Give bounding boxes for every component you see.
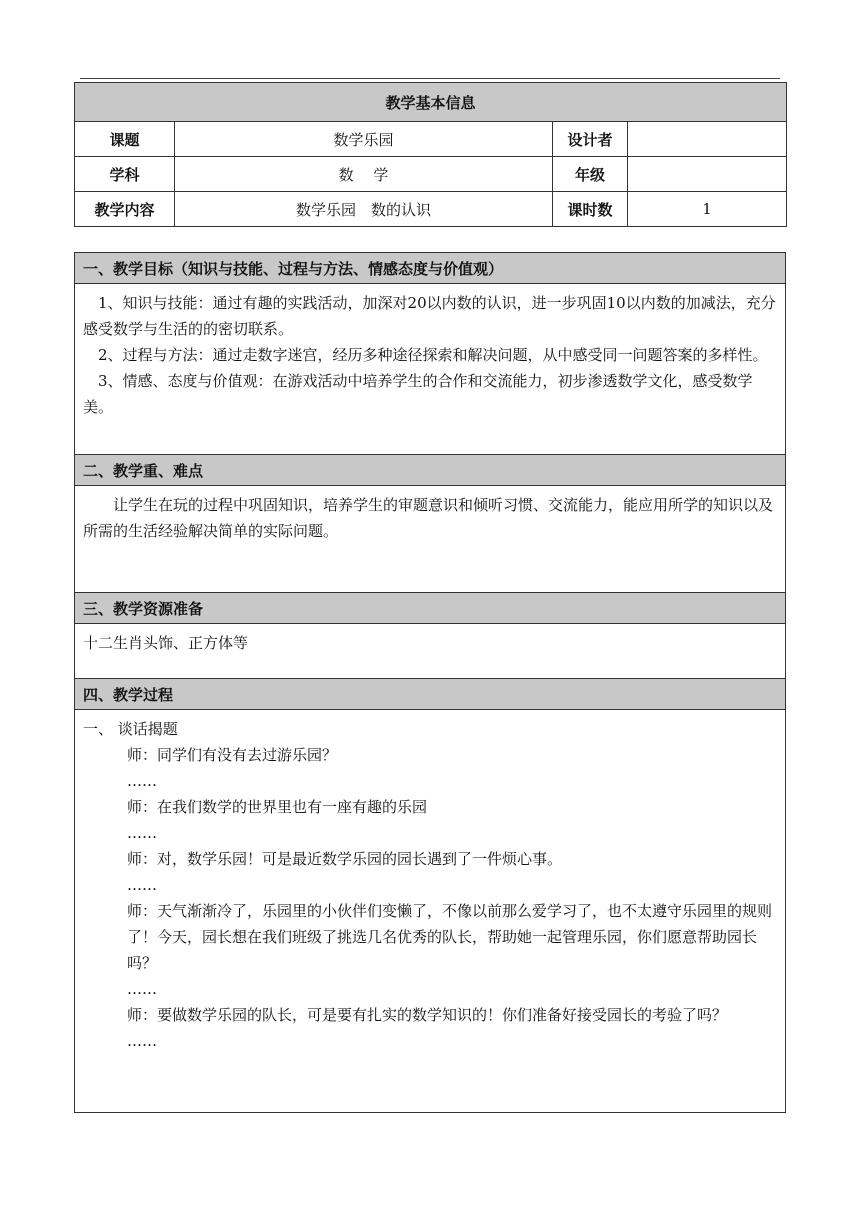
objective-process: 2、过程与方法：通过走数字迷宫，经历多种途径探索和解决问题，从中感受同一问题答案的多样性。	[98, 346, 768, 364]
resources-body	[75, 624, 786, 679]
process-line: ……	[127, 772, 157, 790]
designer-label: 设计者	[553, 122, 628, 157]
subject-label: 学科	[75, 157, 175, 192]
lesson-plan-table	[74, 252, 786, 1113]
process-line: 师：对，数学乐园！可是最近数学乐园的园长遇到了一件烦心事。	[127, 850, 563, 868]
resources-title: 三、教学资源准备	[75, 593, 786, 624]
designer-value	[628, 122, 787, 157]
grade-label: 年级	[553, 157, 628, 192]
process-title: 四、教学过程	[75, 679, 786, 710]
info-row	[75, 157, 787, 192]
basic-info-table	[74, 82, 787, 227]
periods-value: 1	[628, 192, 787, 227]
objectives-body	[75, 284, 786, 455]
objectives-title: 一、教学目标（知识与技能、过程与方法、情感态度与价值观）	[75, 253, 786, 284]
periods-label: 课时数	[553, 192, 628, 227]
objective-knowledge: 1、知识与技能：通过有趣的实践活动，加深对20以内数的认识，进一步巩固10以内数的加减法，充分感受数学与生活的的密切联系。	[83, 294, 776, 338]
topic-value: 数学乐园	[175, 122, 553, 157]
keypoints-title: 二、教学重、难点	[75, 455, 786, 486]
process-body	[75, 710, 786, 1113]
content-label: 教学内容	[75, 192, 175, 227]
process-line: 师：天气渐渐冷了，乐园里的小伙伴们变懒了，不像以前那么爱学习了，也不太遵守乐园里的规则了！今天，园长想在我们班级了挑选几名优秀的队长，帮助她一起管理乐园，你们愿意帮助园长吗？	[127, 902, 773, 972]
header-rule	[80, 78, 780, 79]
process-line: ……	[127, 1032, 157, 1050]
process-line: 师：同学们有没有去过游乐园？	[127, 746, 338, 764]
grade-value	[628, 157, 787, 192]
topic-label: 课题	[75, 122, 175, 157]
process-line: ……	[127, 876, 157, 894]
resources-text: 十二生肖头饰、正方体等	[83, 634, 249, 652]
process-line: 师：在我们数学的世界里也有一座有趣的乐园	[127, 798, 428, 816]
content-value: 数学乐园 数的认识	[175, 192, 553, 227]
objective-attitude: 3、情感、态度与价值观：在游戏活动中培养学生的合作和交流能力，初步渗透数学文化，感受数学美。	[83, 372, 753, 416]
process-intro: 一、 谈话揭题	[83, 720, 178, 738]
info-row	[75, 192, 787, 227]
subject-value: 数 学	[175, 157, 553, 192]
keypoints-text: 让学生在玩的过程中巩固知识，培养学生的审题意识和倾听习惯、交流能力，能应用所学的知识以及所需的生活经验解决简单的实际问题。	[83, 496, 774, 540]
process-line: 师：要做数学乐园的队长，可是要有扎实的数学知识的！你们准备好接受园长的考验了吗？	[127, 1006, 728, 1024]
keypoints-body	[75, 486, 786, 593]
basic-info-header: 教学基本信息	[75, 83, 787, 122]
info-row	[75, 122, 787, 157]
process-line: ……	[127, 824, 157, 842]
process-line: ……	[127, 980, 157, 998]
